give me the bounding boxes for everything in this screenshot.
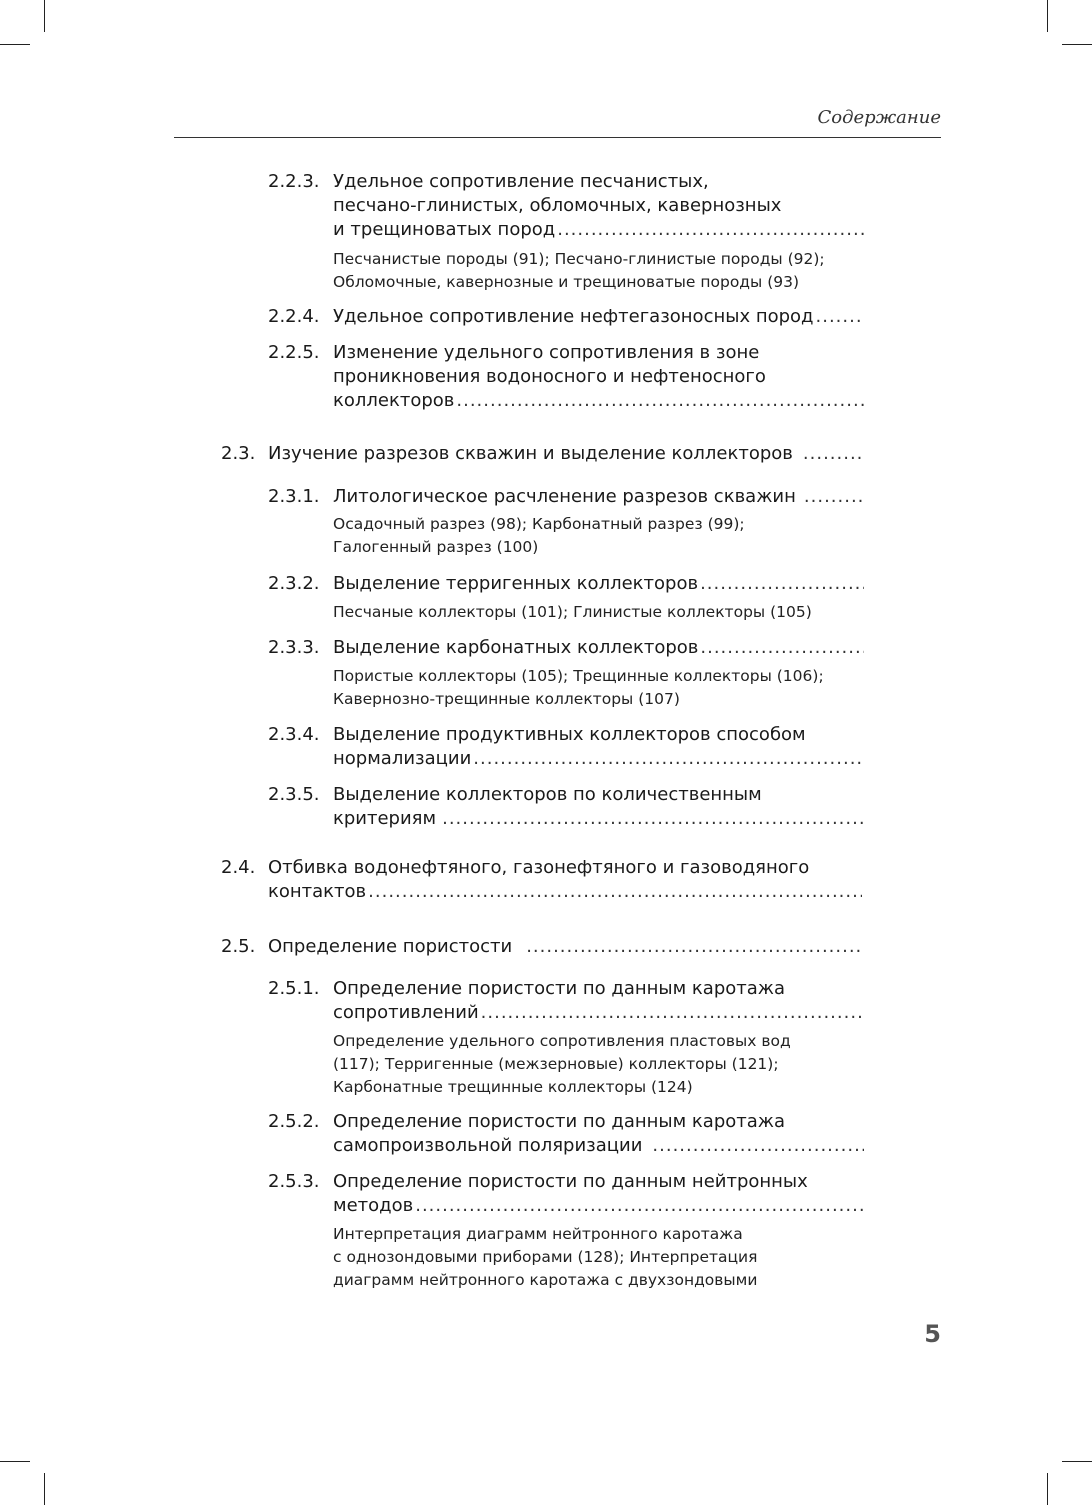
toc-title: Изучение разрезов скважин и выделение коллекторов ..... xyxy=(268,442,864,466)
dot-leader xyxy=(816,305,865,329)
running-head: Содержание xyxy=(817,107,941,128)
toc-title: Удельное сопротивление нефтегазоносных пород ..... xyxy=(333,305,864,329)
toc-subtopics: Определение удельного сопротивления пластовых вод (117); Терригенные (межзерновые) коллекторы (121); Карбонатные трещинные коллекторы (124) xyxy=(333,1032,791,1096)
toc-number: 2.3.2. xyxy=(268,573,320,594)
toc-number: 2.4. xyxy=(221,857,256,878)
toc-title: Определение пористости ..... xyxy=(268,935,862,959)
toc-number: 2.5. xyxy=(221,936,256,957)
dot-leader xyxy=(456,389,864,413)
dot-leader xyxy=(526,935,862,959)
toc-subtopics: Пористые коллекторы (105); Трещинные коллекторы (106); Кавернозно-трещинные коллекторы (107) xyxy=(333,667,824,708)
toc-title: Определение пористости по данным нейтронных методов ..... xyxy=(333,1170,864,1218)
toc-number: 2.3.1. xyxy=(268,486,320,507)
toc-title: Выделение карбонатных коллекторов ..... xyxy=(333,636,864,660)
toc-number: 2.5.2. xyxy=(268,1111,320,1132)
dot-leader xyxy=(804,485,864,509)
toc-number: 2.3.5. xyxy=(268,784,320,805)
dot-leader xyxy=(481,1001,864,1025)
dot-leader xyxy=(803,442,864,466)
toc-number: 2.3.4. xyxy=(268,724,320,745)
toc-title: Литологическое расчленение разрезов скважин ..... xyxy=(333,485,864,509)
toc-title: Определение пористости по данным каротажа сопротивлений ..... xyxy=(333,977,864,1025)
toc-number: 2.3.3. xyxy=(268,637,320,658)
toc-number: 2.2.4. xyxy=(268,306,320,327)
toc-subtopics: Осадочный разрез (98); Карбонатный разрез (99); Галогенный разрез (100) xyxy=(333,515,745,556)
dot-leader xyxy=(557,218,864,242)
toc-title: Определение пористости по данным каротажа самопроизвольной поляризации ..... xyxy=(333,1110,864,1158)
toc-subtopics: Интерпретация диаграмм нейтронного каротажа с однозондовыми приборами (128); Интерпретация диаграмм нейтронного каротажа с двухзондовыми xyxy=(333,1225,758,1289)
dot-leader xyxy=(415,1194,864,1218)
toc-title: Выделение терригенных коллекторов ..... xyxy=(333,572,864,596)
dot-leader xyxy=(473,747,864,771)
page-number: 5 xyxy=(924,1320,941,1348)
toc-title: Отбивка водонефтяного, газонефтяного и газоводяного контактов ..... xyxy=(268,856,862,904)
toc-number: 2.3. xyxy=(221,443,256,464)
toc-title: Удельное сопротивление песчанистых, песчано-глинистых, обломочных, кавернозных и трещиноватых пород ..... xyxy=(333,170,864,242)
dot-leader xyxy=(700,636,864,660)
toc-title: Изменение удельного сопротивления в зоне проникновения водоносного и нефтеносного коллекторов ..... xyxy=(333,341,864,413)
toc-number: 2.5.1. xyxy=(268,978,320,999)
dot-leader xyxy=(652,1134,864,1158)
toc-title: Выделение коллекторов по количественным критериям ..... xyxy=(333,783,864,831)
dot-leader xyxy=(700,572,864,596)
toc-subtopics: Песчанистые породы (91); Песчано-глинистые породы (92); Обломочные, кавернозные и трещиноватые породы (93) xyxy=(333,250,825,291)
dot-leader xyxy=(442,807,864,831)
dot-leader xyxy=(368,880,862,904)
toc-number: 2.5.3. xyxy=(268,1171,320,1192)
toc-title: Выделение продуктивных коллекторов способом нормализации ..... xyxy=(333,723,864,771)
toc-number: 2.2.5. xyxy=(268,342,320,363)
toc-number: 2.2.3. xyxy=(268,171,320,192)
toc-subtopics: Песчаные коллекторы (101); Глинистые коллекторы (105) xyxy=(333,603,812,621)
